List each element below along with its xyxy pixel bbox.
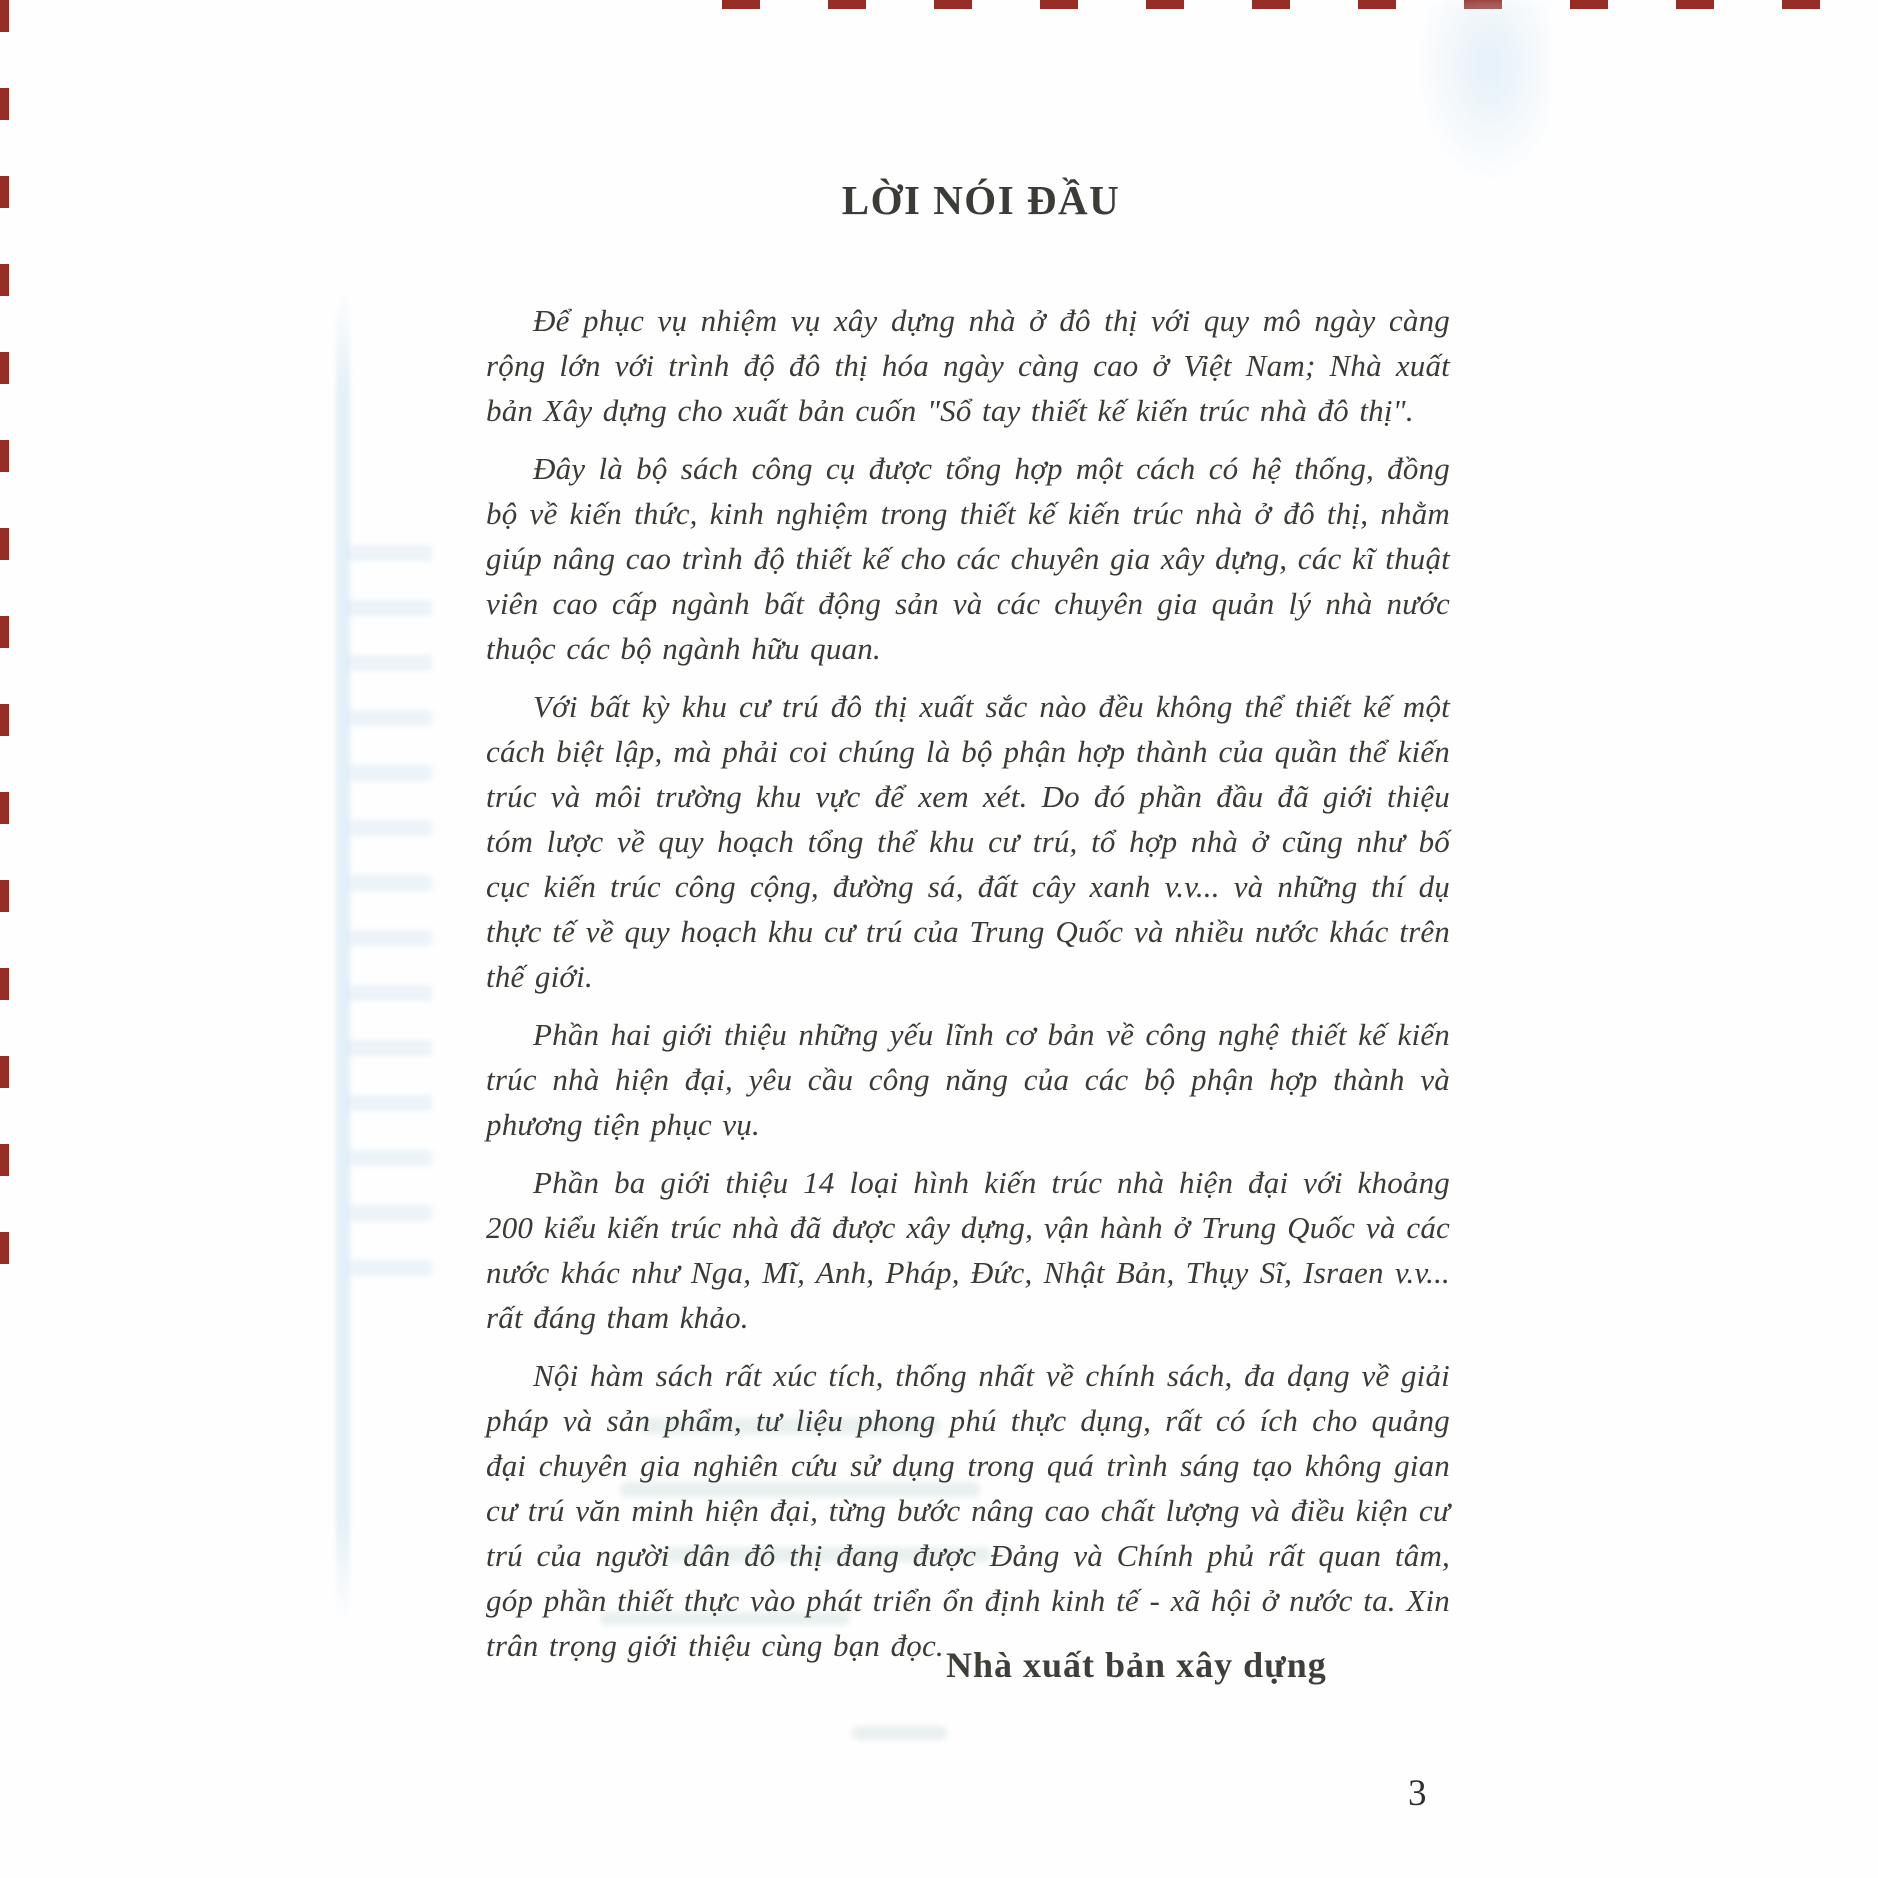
preface-paragraph-1: Để phục vụ nhiệm vụ xây dựng nhà ở đô thị với quy mô ngày càng rộng lớn với trình độ đô thị hóa ngày càng cao ở Việt Nam; Nhà xuất bản Xây dựng cho xuất bản cuốn "Sổ tay thiết kế kiến trúc nhà đô thị". <box>486 303 1450 428</box>
page-edge-marks-left <box>0 0 9 1310</box>
page-edge-marks-top <box>722 0 1878 9</box>
preface-paragraph-2: Đây là bộ sách công cụ được tổng hợp một cách có hệ thống, đồng bộ về kiến thức, kinh nghiệm trong thiết kế kiến trúc nhà ở đô thị, nhằm giúp nâng cao trình độ thiết kế cho các chuyên gia xây dựng, các kĩ thuật viên cao cấp ngành bất động sản và các chuyên gia quản lý nhà nước thuộc các bộ ngành hữu quan. <box>486 451 1450 666</box>
preface-paragraph-4: Phần hai giới thiệu những yếu lĩnh cơ bản về công nghệ thiết kế kiến trúc nhà hiện đại, yêu cầu công năng của các bộ phận hợp thành và phương tiện phục vụ. <box>486 1017 1450 1142</box>
page-number: 3 <box>1408 1773 1427 1814</box>
bleedthrough-text-column <box>348 545 432 1305</box>
preface-content <box>486 176 1450 1681</box>
preface-paragraph-6: Nội hàm sách rất xúc tích, thống nhất về chính sách, đa dạng về giải pháp và sản phẩm, tư liệu phong phú thực dụng, rất có ích cho quảng đại chuyên gia nghiên cứu sử dụng trong quá trình sáng tạo không gian cư trú văn minh hiện đại, từng bước nâng cao chất lượng và điều kiện cư trú của người dân đô thị đang được Đảng và Chính phủ rất quan tâm, góp phần thiết thực vào phát triển ổn định kinh tế - xã hội ở nước ta. Xin trân trọng giới thiệu cùng bạn đọc. <box>486 1358 1450 1663</box>
publisher-signature: Nhà xuất bản xây dựng <box>946 1645 1327 1685</box>
preface-body <box>486 298 1450 1668</box>
preface-paragraph-3: Với bất kỳ khu cư trú đô thị xuất sắc nào đều không thể thiết kế một cách biệt lập, mà phải coi chúng là bộ phận hợp thành của quần thể kiến trúc và môi trường khu vực để xem xét. Do đó phần đầu đã giới thiệu tóm lược về quy hoạch tổng thể khu cư trú, tổ hợp nhà ở cũng như bố cục kiến trúc công cộng, đường sá, đất cây xanh v.v... và những thí dụ thực tế về quy hoạch khu cư trú của Trung Quốc và nhiều nước khác trên thế giới. <box>486 689 1450 994</box>
scan-tint-artifact <box>1415 0 1550 185</box>
bleedthrough-artifact <box>852 1726 947 1740</box>
preface-paragraph-5: Phần ba giới thiệu 14 loại hình kiến trúc nhà hiện đại với khoảng 200 kiểu kiến trúc nhà đã được xây dựng, vận hành ở Trung Quốc và các nước khác như Nga, Mĩ, Anh, Pháp, Đức, Nhật Bản, Thụy Sĩ, Israen v.v... rất đáng tham khảo. <box>486 1165 1450 1335</box>
page-title: LỜI NÓI ĐẦU <box>841 177 1121 223</box>
